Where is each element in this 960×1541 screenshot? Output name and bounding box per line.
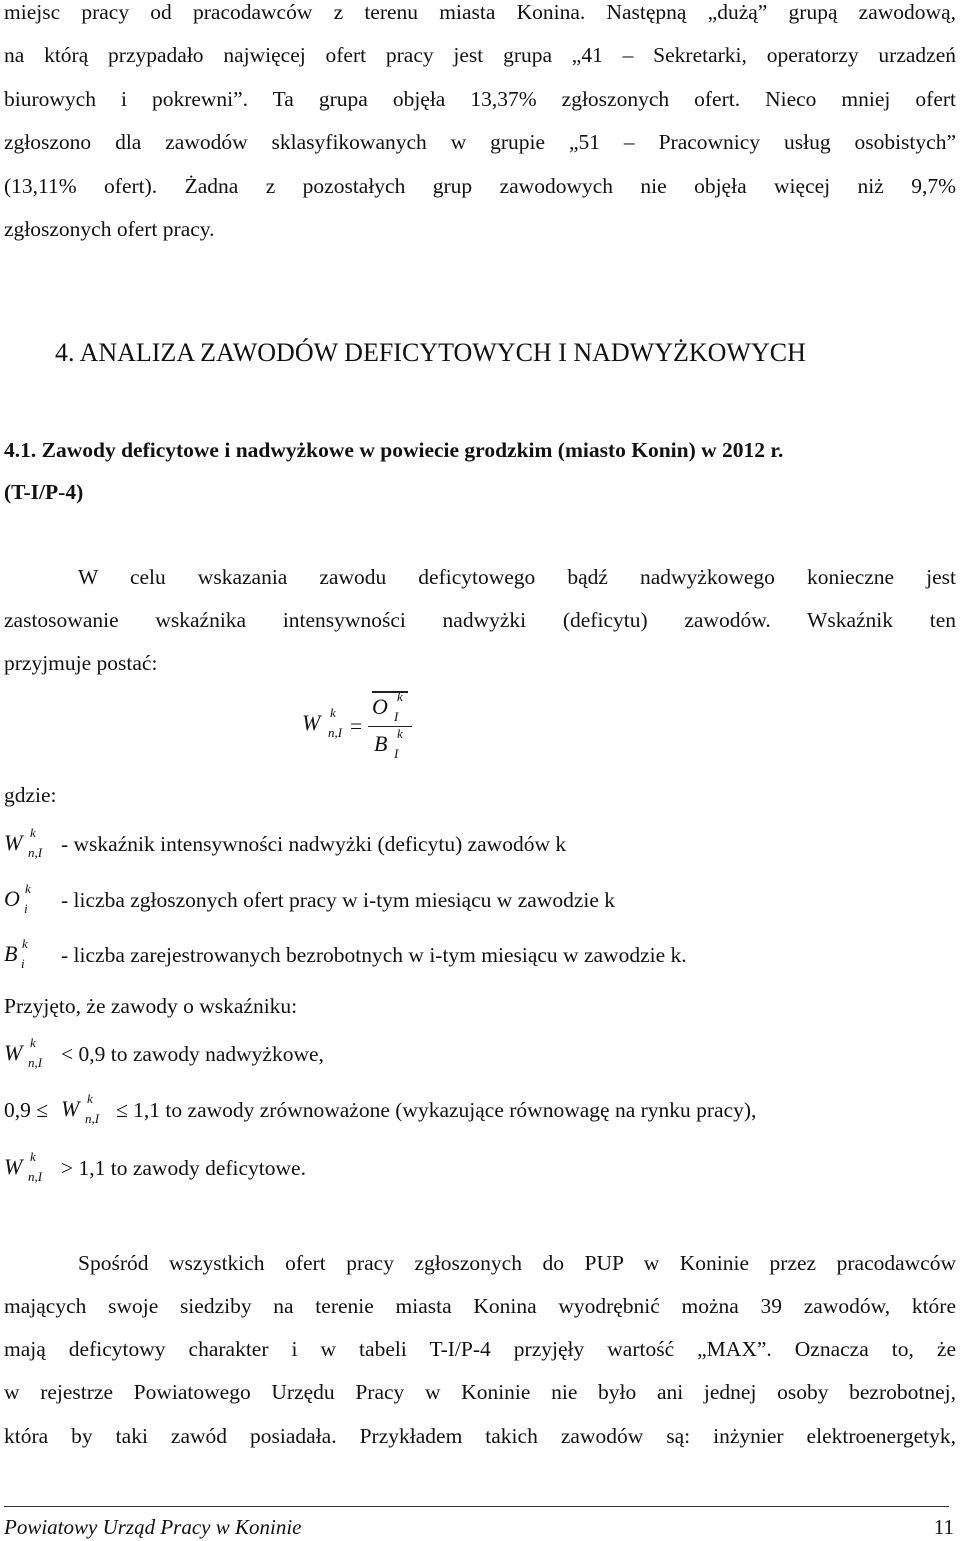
definition-symbol: W k n,I	[4, 825, 43, 860]
condition-text: > 1,1 to zawody deficytowe.	[61, 1156, 306, 1180]
formula-equals: =	[350, 714, 363, 738]
intro-line-6: zgłoszonych ofert pracy.	[4, 217, 215, 241]
definition-text: - liczba zgłoszonych ofert pracy w i-tym miesiącu w zawodzie k	[61, 888, 616, 912]
subsection-heading-line-1: 4.1. Zawody deficytowe i nadwyżkowe w powiecie grodzkim (miasto Konin) w 2012 r.	[4, 438, 784, 462]
condition-symbol: W k n,I	[4, 1035, 43, 1070]
para2-line-5: która by taki zawód posiadała. Przykładem takich zawodów są: inżynier elektroenergetyk,	[4, 1424, 956, 1448]
condition-row	[4, 1091, 944, 1130]
footer-office-name: Powiatowy Urząd Pracy w Koninie	[4, 1515, 302, 1539]
definition-row	[4, 825, 904, 864]
condition-row	[4, 1149, 944, 1188]
condition-symbol: W k n,I	[4, 1149, 43, 1184]
para2-line-4: w rejestrze Powiatowego Urzędu Pracy w Koninie nie było ani jednej osoby bezrobotnej,	[4, 1380, 956, 1404]
condition-text: ≤ 1,1 to zawody zrównoważone (wykazujące równowagę na rynku pracy),	[116, 1098, 757, 1122]
definition-symbol: O k i	[4, 881, 31, 916]
para2-line-3: mają deficytowy charakter i w tabeli T-I/P-4 przyjęły wartość „MAX”. Oznacza to, że	[4, 1337, 956, 1361]
intro-line-4: zgłoszono dla zawodów sklasyfikowanych w grupie „51 – Pracownicy usług osobistych”	[4, 130, 956, 154]
subsection-heading-line-2: (T-I/P-4)	[4, 480, 84, 504]
condition-prefix: 0,9 ≤	[4, 1098, 49, 1122]
para1-line-1: W celu wskazania zawodu deficytowego bądź nadwyżkowego konieczne jest	[78, 565, 956, 589]
formula	[300, 690, 450, 770]
definition-text: - liczba zarejestrowanych bezrobotnych w i-tym miesiącu w zawodzie k.	[61, 943, 687, 967]
condition-row	[4, 1035, 944, 1074]
para1-line-2: zastosowanie wskaźnika intensywności nadwyżki (deficytu) zawodów. Wskaźnik ten	[4, 608, 956, 632]
definition-row	[4, 881, 904, 920]
definition-symbol: B k i	[4, 936, 28, 971]
para2-line-1: Spośród wszystkich ofert pracy zgłoszonych do PUP w Koninie przez pracodawców	[78, 1251, 956, 1275]
page-number: 11	[933, 1515, 954, 1539]
assumed-label: Przyjęto, że zawody o wskaźniku:	[4, 994, 298, 1018]
formula-lhs: W k n,I	[302, 705, 343, 740]
formula-numerator: O k I	[372, 689, 403, 724]
condition-text: < 0,9 to zawody nadwyżkowe,	[61, 1042, 324, 1066]
intro-line-2: na którą przypadało najwięcej ofert pracy jest grupa „41 – Sekretarki, operatorzy urzadzeń	[4, 43, 956, 67]
formula-denominator: B k I	[374, 726, 403, 761]
para2-line-2: mających swoje siedziby na terenie miasta Konina wyodrębnić można 39 zawodów, które	[4, 1294, 956, 1318]
footer-divider	[4, 1506, 949, 1507]
para1-line-3: przyjmuje postać:	[4, 651, 158, 675]
condition-symbol: W k n,I	[61, 1091, 100, 1126]
section-heading: 4. ANALIZA ZAWODÓW DEFICYTOWYCH I NADWYŻKOWYCH	[55, 338, 806, 367]
intro-line-1: miejsc pracy od pracodawców z terenu miasta Konina. Następną „dużą” grupą zawodową,	[4, 0, 956, 24]
definition-row	[4, 936, 904, 975]
formula-fraction-bar	[368, 726, 412, 727]
where-label: gdzie:	[4, 783, 57, 807]
definition-text: - wskaźnik intensywności nadwyżki (deficytu) zawodów k	[61, 832, 567, 856]
intro-line-3: biurowych i pokrewni”. Ta grupa objęła 13,37% zgłoszonych ofert. Nieco mniej ofert	[4, 87, 956, 111]
intro-line-5: (13,11% ofert). Żadna z pozostałych grup zawodowych nie objęła więcej niż 9,7%	[4, 174, 956, 198]
